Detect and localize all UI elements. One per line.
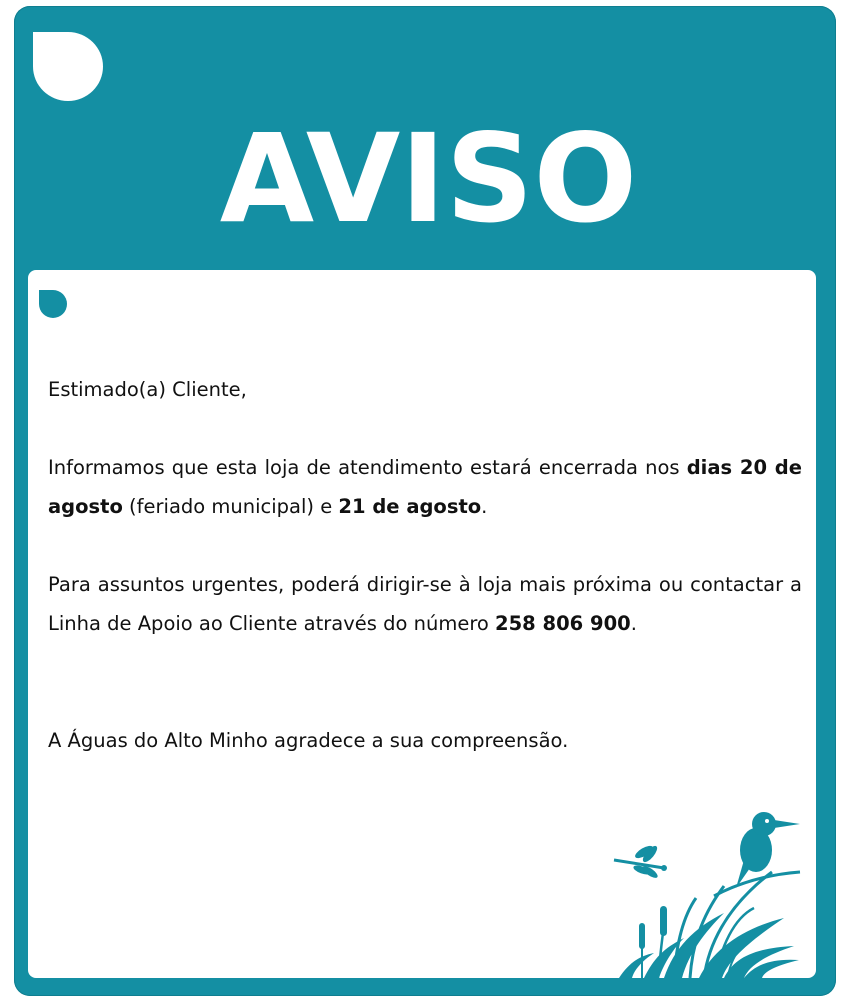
contact-paragraph [48,565,802,643]
contact-text-before: Para assuntos urgentes, poderá dirigir-se à loja mais próxima ou contactar a Linha de Apoio ao Cliente através do número [48,573,802,635]
phone-number: 258 806 900 [495,612,631,635]
closure-text-before: Informamos que esta loja de atendimento estará encerrada nos [48,456,687,479]
notice-title: AVISO [219,108,638,250]
kingfisher-reeds-icon [604,798,804,978]
closure-text-after: . [481,495,488,518]
contact-text-after: . [630,612,637,635]
closure-date-2: 21 de agosto [338,495,482,518]
notice-frame [14,6,836,996]
greeting: Estimado(a) Cliente, [48,378,247,401]
closure-dates: dias 20 de agosto [48,456,802,518]
water-drop-icon [39,290,67,318]
notice-body [48,370,802,760]
closing: A Águas do Alto Minho agradece a sua compreensão. [48,729,569,752]
closure-paragraph [48,448,802,526]
closure-text-middle: (feriado municipal) e [122,495,339,518]
water-drop-icon [33,32,103,101]
notice-panel [28,270,816,978]
